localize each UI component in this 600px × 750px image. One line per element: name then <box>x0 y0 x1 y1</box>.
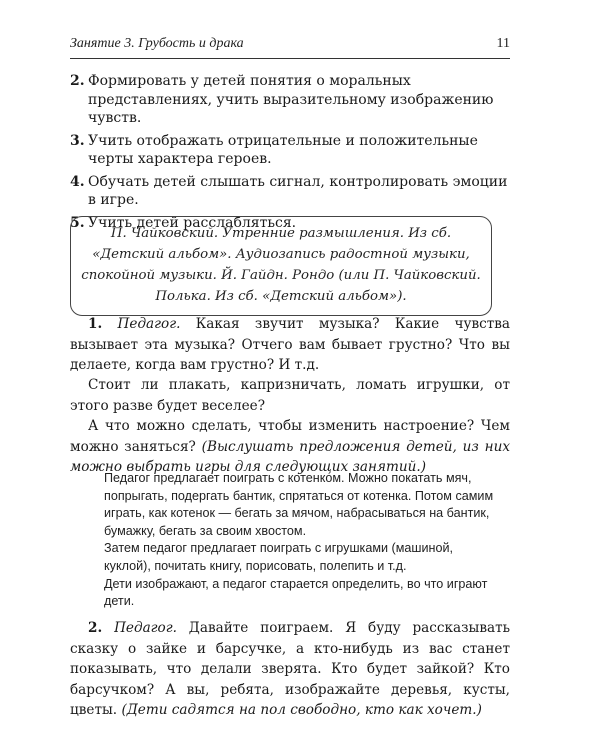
activity-note <box>104 470 494 611</box>
goal-number: 2. <box>70 73 85 89</box>
section-text: Какая звучит музыка? Какие чувства вызывает эта музыка? Отчего вам бывает грустно? Что вы делаете, когда вам грустно? И т.д. <box>70 316 510 373</box>
note-paragraph: Педагог предлагает поиграть с котенком. Можно покатать мяч, попрыгать, подергать бантик, спрятаться от котенка. Потом самим играть, как котенок — бегать за мячом, набрасываться на бантик, бумажку, бегать за своим хвостом. <box>104 471 494 538</box>
instruction-italic: (Выслушать предложения детей, из них можно выбрать игры для следующих занятий.) <box>70 438 510 475</box>
running-header <box>70 36 510 52</box>
speaker-role: Педагог. <box>117 316 181 332</box>
section-number: 2. <box>88 620 103 636</box>
music-list-box: П. Чайковский. Утренние размышления. Из сб. «Детский альбом». Аудиозапись радостной музыки, спокойной музыки. Й. Гайдн. Рондо (или П. Чайковский. Полька. Из сб. «Детский альбом»). <box>70 216 492 316</box>
goal-number: 3. <box>70 132 85 149</box>
section-text: Давайте поиграем. Я буду рассказывать сказку о зайке и барсучке, а кто-нибудь из вас станет показывать, что делали зверята. Кто будет зайкой? Кто барсучком? А вы, ребята, изображайте деревья, кусты, цветы. <box>70 620 510 718</box>
section-number: 1. <box>88 316 103 332</box>
header-rule <box>70 58 510 59</box>
goal-item <box>70 132 510 169</box>
goal-text: Учить отображать отрицательные и положительные черты характера героев. <box>88 132 478 167</box>
goal-item <box>70 72 510 128</box>
note-paragraph: Затем педагог предлагает поиграть с игрушками (машиной, куклой), почитать книгу, порисовать, полепить и т.д. <box>104 541 454 573</box>
page-number: 11 <box>496 36 510 51</box>
note-paragraph: Дети изображают, а педагог старается определить, во что играют дети. <box>104 576 488 609</box>
goals-list <box>70 72 510 236</box>
speaker-role: Педагог. <box>114 620 177 636</box>
goal-number: 5. <box>70 214 85 231</box>
goal-number: 4. <box>70 173 85 190</box>
goal-text: Обучать детей слышать сигнал, контролировать эмоции в игре. <box>88 173 508 208</box>
section-2-paragraph <box>70 618 510 721</box>
instruction-italic: (Дети садятся на пол свободно, кто как хочет.) <box>121 702 482 718</box>
goal-text: Формировать у детей понятия о моральных представлениях, учить выразительному изображению чувств. <box>88 73 494 126</box>
paragraph: Стоит ли плакать, капризничать, ломать игрушки, от этого разве будет веселее? <box>70 377 510 414</box>
chapter-title: Занятие 3. Грубость и драка <box>70 36 244 51</box>
paragraph-text: А что можно сделать, чтобы изменить настроение? Чем можно заняться? <box>70 418 510 455</box>
paragraph <box>70 416 510 478</box>
goal-item <box>70 173 510 210</box>
section-1-paragraph <box>70 314 510 376</box>
goal-text: Учить детей расслабляться. <box>88 214 297 231</box>
